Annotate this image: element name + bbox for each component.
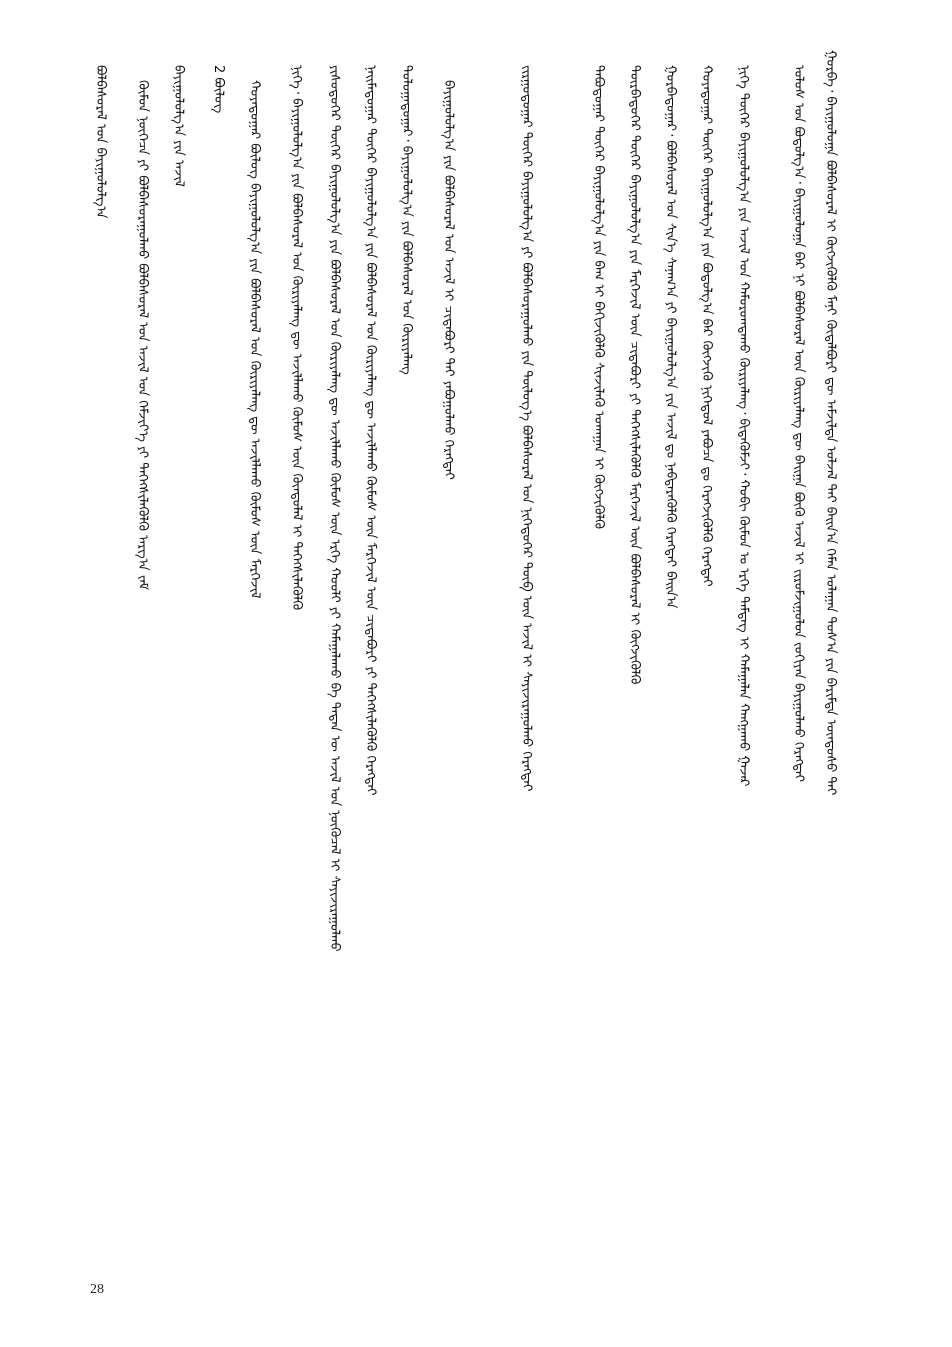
text-line: ᠬᠣᠶᠠᠳᠤᠭᠠᠷ ᠳᠦᠭᠡᠷ ᠪᠠᠶᠢᠭᠤᠯᠤᠯᠭ᠎ᠠ ᠶᠢᠨ ᠪᠣᠳᠤᠯᠭ᠎ᠠ ᠪᠠᠷ ᠬᠥᠭᠵᠢᠬᠦ ᠨᠢᠭᠡᠳᠦᠯ ᠶᠠᠪᠤᠴᠠ ᠳᠤ ᠬᠡᠷᠡᠭᠵᠢᠭᠦᠯᠬᠦ ᠬᠡᠷᠡᠭᠲᠡᠢ [699, 65, 714, 587]
text-line: ᠳᠥᠷᠪᠡᠳᠦᠭᠡᠷ ᠳᠦᠭᠡᠷ ᠪᠠᠶᠢᠭᠤᠯᠤᠯᠭ᠎ᠠ ᠶᠢᠨ ᠮᠡᠷᠭᠡᠵᠢᠯ ᠦᠨ ᠴᠢᠳᠠᠪᠤᠷᠢ ᠶᠢ ᠳᠡᠭᠡᠭᠰᠢᠯᠡᠭᠦᠯᠬᠦ ᠮᠡᠷᠭᠡᠵᠢᠯ ᠦᠨ ᠪᠣᠯᠪᠠᠰᠤᠷᠠᠯ ᠢ ᠬᠦᠭᠵᠢᠭᠦᠯᠬᠦ [627, 65, 642, 685]
text-line: ᠵᠢᠷᠭᠤᠳᠤᠭᠠᠷ ᠳᠦᠭᠡᠷ ᠪᠠᠶᠢᠭᠤᠯᠤᠯᠭ᠎ᠠ ᠶᠢ ᠪᠣᠯᠪᠠᠰᠤᠷᠠᠭᠤᠯᠬᠤ ᠶᠢᠨ ᠲᠥᠯᠦᠭ᠎ᠡ ᠪᠣᠯᠪᠠᠰᠤᠷᠠᠯ ᠤᠨ ᠨᠢᠭᠡᠳᠦᠭᠡᠷ ᠲᠥᠪ ᠦᠨ ᠠᠵᠢᠯ ᠢ ᠰᠠᠶᠢᠵᠢᠷᠠᠭᠤᠯᠬᠤ ᠬᠡᠷᠡᠭᠲᠡᠢ [519, 65, 534, 792]
text-line: ᠬᠦᠮᠦᠨ ᠨᠥᠭᠡᠴᠡ ᠶᠢ ᠪᠣᠯᠪᠠᠰᠤᠷᠠᠭᠤᠯᠬᠤ ᠪᠣᠯᠪᠠᠰᠤᠷᠠᠯ ᠤᠨ ᠠᠵᠢᠯ ᠤᠨ ᠬᠡᠮᠵᠢᠶ᠎ᠡ ᠶᠢ ᠳᠡᠭᠡᠭᠰᠢᠯᠡᠭᠦᠯᠬᠦ ᠠᠷᠭ᠎ᠠ ᠵᠠᠮ [135, 80, 150, 590]
text-line: ᠳᠣᠯᠣᠭᠠᠳᠤᠭᠠᠷ᠂ ᠪᠠᠶᠢᠭᠤᠯᠤᠯᠭ᠎ᠠ ᠶᠢᠨ ᠪᠣᠯᠪᠠᠰᠤᠷᠠᠯ ᠤᠨ ᠬᠦᠷᠢᠶᠡᠯᠡᠩ [399, 65, 414, 375]
text-line: ᠪᠣᠯᠪᠠᠰᠤᠷᠠᠯ ᠤᠨ ᠪᠠᠶᠢᠭᠤᠯᠤᠯᠭ᠎ᠠ [93, 65, 108, 219]
page-number: 28 [90, 1282, 104, 1297]
text-line: ᠶᠢᠰᠦᠳᠦᠭᠡᠷ ᠳᠦᠭᠡᠷ ᠪᠠᠶᠢᠭᠤᠯᠤᠯᠭ᠎ᠠ ᠶᠢᠨ ᠪᠣᠯᠪᠠᠰᠤᠷᠠᠯ ᠤᠨ ᠬᠦᠷᠢᠶᠡᠯᠡᠩ ᠳᠦ ᠠᠵᠢᠯᠯᠠᠬᠤ ᠬᠦᠮᠦᠰ ᠦᠨ ᠡᠷᠬᠡ ᠬᠣᠤᠯᠢ ᠶᠢ ᠬᠠᠮᠠᠭᠠᠯᠠᠬᠤ ᠪᠠ ᠲᠡᠳᠡᠨ ᠦ ᠠᠵᠢᠯ ᠤᠨ ᠨᠥᠬᠥᠴᠡᠯ ᠢ ᠰᠠᠶᠢᠵᠢᠷᠠᠭᠤᠯᠬᠤ [327, 65, 342, 952]
text-line: ᠪᠠᠶᠢᠭᠤᠯᠤᠯᠭ᠎ᠠ ᠶᠢᠨ ᠪᠣᠯᠪᠠᠰᠤᠷᠠᠯ ᠤᠨ ᠠᠵᠢᠯ ᠢ ᠴᠢᠳᠠᠪᠤᠷᠢ ᠲᠠᠢ ᠶᠠᠪᠤᠭᠤᠯᠬᠤ ᠬᠡᠷᠡᠭᠲᠡᠢ [441, 80, 456, 480]
text-line: ᠬᠣᠶᠠᠳᠤᠭᠠᠷ ᠪᠦᠯᠦᠭ ᠪᠠᠶᠢᠭᠤᠯᠤᠯᠭ᠎ᠠ ᠶᠢᠨ ᠪᠣᠯᠪᠠᠰᠤᠷᠠᠯ ᠤᠨ ᠬᠦᠷᠢᠶᠡᠯᠡᠩ ᠳᠦ ᠠᠵᠢᠯᠯᠠᠬᠤ ᠬᠦᠮᠦᠰ ᠦᠨ ᠮᠡᠷᠭᠡᠵᠢᠯ [247, 80, 262, 599]
text-line: ᠭᠤᠷᠪᠠ᠂ ᠪᠠᠶᠢᠭᠤᠯᠤᠭᠠ ᠪᠣᠯᠪᠠᠰᠤᠷᠠᠯ ᠢ ᠬᠦᠭᠵᠢᠭᠦᠯᠬᠦ ᠮᠠᠨᠢ ᠬᠥᠲᠡᠯᠪᠦᠷᠢ ᠳᠦ ᠠᠮᠵᠢᠯᠲᠠ ᠣᠯᠵᠠᠯ ᠲᠠᠢ ᠪᠠᠢᠨ᠎ᠠ ᠬᠡᠮᠡᠨ ᠤᠯᠠᠭᠠᠨ ᠳᠤᠰ᠎ᠠ ᠶᠢᠨ ᠪᠠᠷᠢᠮᠲᠠ ᠦᠨᠳᠦᠰᠦ ᠲᠠᠢ [823, 50, 838, 796]
text-line: ᠤᠯᠤᠰ ᠤᠨ ᠪᠣᠳᠤᠯᠭ᠎ᠠ᠂ ᠪᠠᠶᠢᠭᠤᠯᠤᠭᠠ ᠪᠠᠷ ᠨᠢ ᠪᠣᠯᠪᠠᠰᠤᠷᠠᠯ ᠦᠨ ᠬᠦᠷᠢᠶᠡᠯᠡᠩ ᠳᠦ ᠪᠠᠢᠭᠠ ᠪᠦᠬᠦ ᠠᠵᠢᠯ ᠢ ᠵᠢᠷᠤᠮᠵᠢᠭᠤᠯᠤᠨ ᠵᠣᠬᠢᠶᠠᠨ ᠪᠠᠶᠢᠭᠤᠯᠬᠤ ᠬᠡᠷᠡᠭᠲᠡᠢ [791, 65, 806, 782]
text-line: ᠨᠢᠭᠡ᠂ ᠪᠠᠶᠢᠭᠤᠯᠤᠯᠭ᠎ᠠ ᠶᠢᠨ ᠪᠣᠯᠪᠠᠰᠤᠷᠠᠯ ᠤᠨ ᠬᠦᠷᠢᠶᠡᠯᠡᠩ ᠳᠦ ᠠᠵᠢᠯᠯᠠᠬᠤ ᠬᠦᠮᠦᠰ ᠦᠨ ᠬᠦᠨᠳᠦᠯᠡᠯ ᠢ ᠳᠡᠭᠡᠭᠰᠢᠯᠡᠭᠦᠯᠬᠦ [289, 65, 304, 611]
text-line: ᠭᠤᠷᠪᠠᠳᠤᠭᠠᠷ᠂ ᠪᠣᠯᠪᠠᠰᠤᠷᠠᠯ ᠤᠨ ᠰᠢᠨ᠎ᠡ ᠰᠠᠨᠠᠭ᠎ᠠ ᠶᠢ ᠪᠠᠶᠢᠭᠤᠯᠤᠯᠭ᠎ᠠ ᠶᠢᠨ ᠠᠵᠢᠯ ᠳᠤ ᠨᠡᠪᠲᠡᠷᠡᠭᠦᠯᠬᠦ ᠬᠡᠷᠡᠭᠲᠡᠢ ᠪᠠᠢᠨ᠎ᠠ [663, 65, 678, 609]
section-heading: ᠪᠠᠶᠢᠭᠤᠯᠤᠯᠭ᠎ᠠ ᠶᠢᠨ ᠠᠵᠢᠯ [171, 65, 186, 187]
chapter-heading: 2 ᠪᠦᠯᠦᠭ [211, 65, 226, 114]
text-line: ᠨᠢᠭᠡ ᠳᠦᠭᠡᠷ ᠪᠠᠶᠢᠭᠤᠯᠤᠯᠭ᠎ᠠ ᠶᠢᠨ ᠠᠵᠢᠯ ᠤᠨ ᠬᠠᠮᠤᠷᠤᠭᠳᠠᠬᠤ ᠬᠦᠷᠢᠶᠡᠯᠡᠩ᠂ ᠪᠢᠲᠡᠭᠦᠮᠵᠢ᠂ ᠬᠤᠪᠢ ᠬᠦᠮᠦᠨ ᠤ ᠡᠷᠬᠡ ᠲᠡᠮᠳᠡᠭ ᠢ ᠬᠠᠮᠠᠭᠠᠯᠠᠨ ᠬᠠᠩᠭᠠᠬᠤ ᠭᠠᠵᠠᠷ [736, 65, 751, 787]
text-line: ᠨᠠᠢᠮᠠᠳᠤᠭᠠᠷ ᠳᠦᠭᠡᠷ ᠪᠠᠶᠢᠭᠤᠯᠤᠯᠭ᠎ᠠ ᠶᠢᠨ ᠪᠣᠯᠪᠠᠰᠤᠷᠠᠯ ᠤᠨ ᠬᠦᠷᠢᠶᠡᠯᠡᠩ ᠳᠦ ᠠᠵᠢᠯᠯᠠᠬᠤ ᠬᠦᠮᠦᠰ ᠦᠨ ᠮᠡᠷᠭᠡᠵᠢᠯ ᠦᠨ ᠴᠢᠳᠠᠪᠤᠷᠢ ᠶᠢ ᠳᠡᠭᠡᠭᠰᠢᠯᠡᠭᠦᠯᠬᠦ ᠬᠡᠷᠡᠭᠲᠡᠢ [363, 65, 378, 796]
text-line: ᠲᠠᠪᠤᠳᠤᠭᠠᠷ ᠳᠦᠭᠡᠷ ᠪᠠᠶᠢᠭᠤᠯᠤᠯᠭ᠎ᠠ ᠶᠢᠨ ᠪᠠᠭ ᠢ ᠪᠡᠬᠢᠵᠢᠭᠦᠯᠬᠦ ᠰᠢᠨᠵᠢᠯᠡᠬᠦ ᠤᠬᠠᠭᠠᠨ ᠢ ᠬᠥᠭᠵᠢᠭᠦᠯᠬᠦ [591, 65, 606, 530]
